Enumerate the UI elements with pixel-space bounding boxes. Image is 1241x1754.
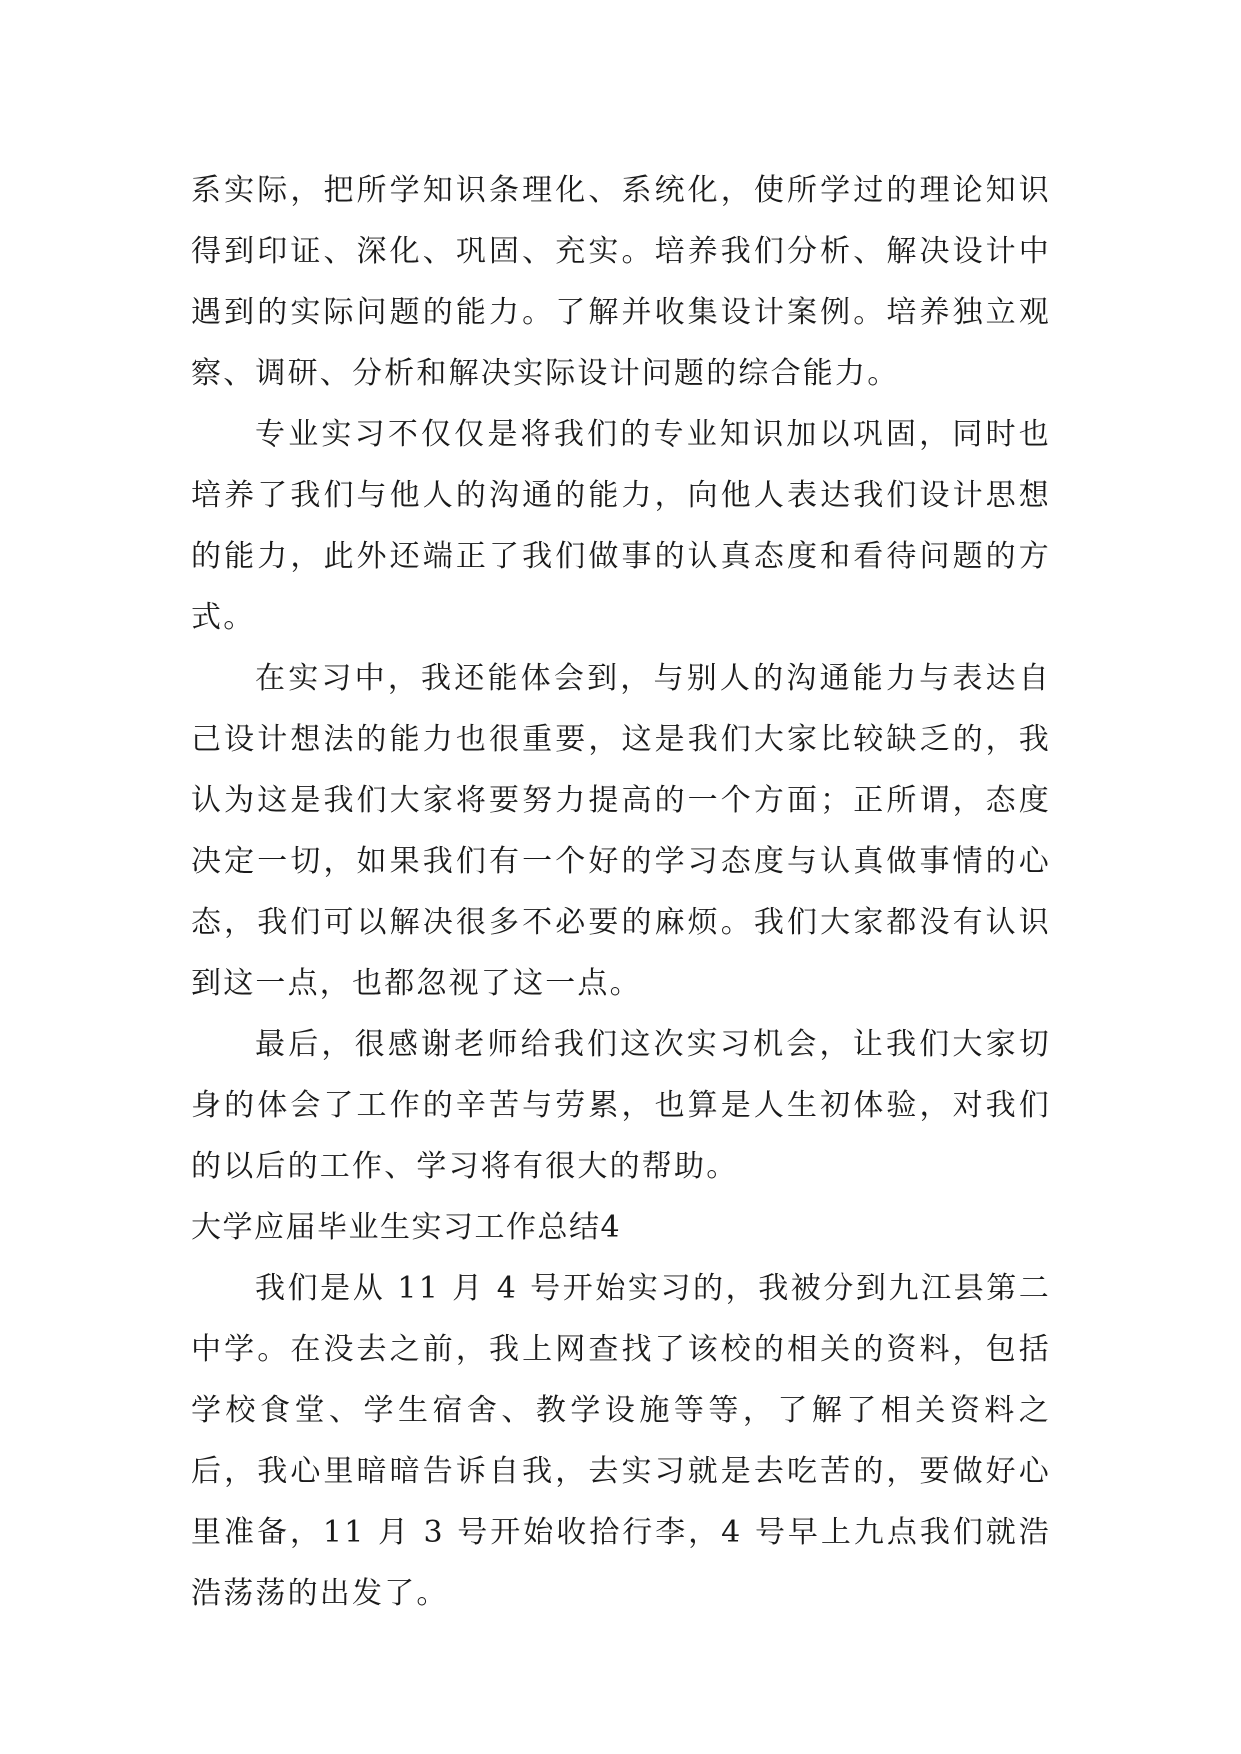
section-heading: 大学应届毕业生实习工作总结4 [191,1210,622,1245]
paragraph: 系实际，把所学知识条理化、系统化，使所学过的理论知识得到印证、深化、巩固、充实。培养我们分析、解决设计中遇到的实际问题的能力。了解并收集设计案例。培养独立观察、调研、分析和解决实际设计问题的综合能力。 [191,173,1051,391]
paragraph: 在实习中，我还能体会到，与别人的沟通能力与表达自己设计想法的能力也很重要，这是我们大家比较缺乏的，我认为这是我们大家将要努力提高的一个方面；正所谓，态度决定一切，如果我们有一个好的学习态度与认真做事情的心态，我们可以解决很多不必要的麻烦。我们大家都没有认识到这一点，也都忽视了这一点。 [191,661,1051,1001]
paragraph: 最后，很感谢老师给我们这次实习机会，让我们大家切身的体会了工作的辛苦与劳累，也算是人生初体验，对我们的以后的工作、学习将有很大的帮助。 [191,1027,1051,1184]
document-body [191,160,1051,1624]
paragraph: 我们是从 11 月 4 号开始实习的，我被分到九江县第二中学。在没去之前，我上网查找了该校的相关的资料，包括学校食堂、学生宿舍、教学设施等等，了解了相关资料之后，我心里暗暗告诉自我，去实习就是去吃苦的，要做好心里准备，11 月 3 号开始收拾行李，4 号早上九点我们就浩浩荡荡的出发了。 [191,1271,1051,1611]
paragraph: 专业实习不仅仅是将我们的专业知识加以巩固，同时也培养了我们与他人的沟通的能力，向他人表达我们设计思想的能力，此外还端正了我们做事的认真态度和看待问题的方式。 [191,417,1051,635]
